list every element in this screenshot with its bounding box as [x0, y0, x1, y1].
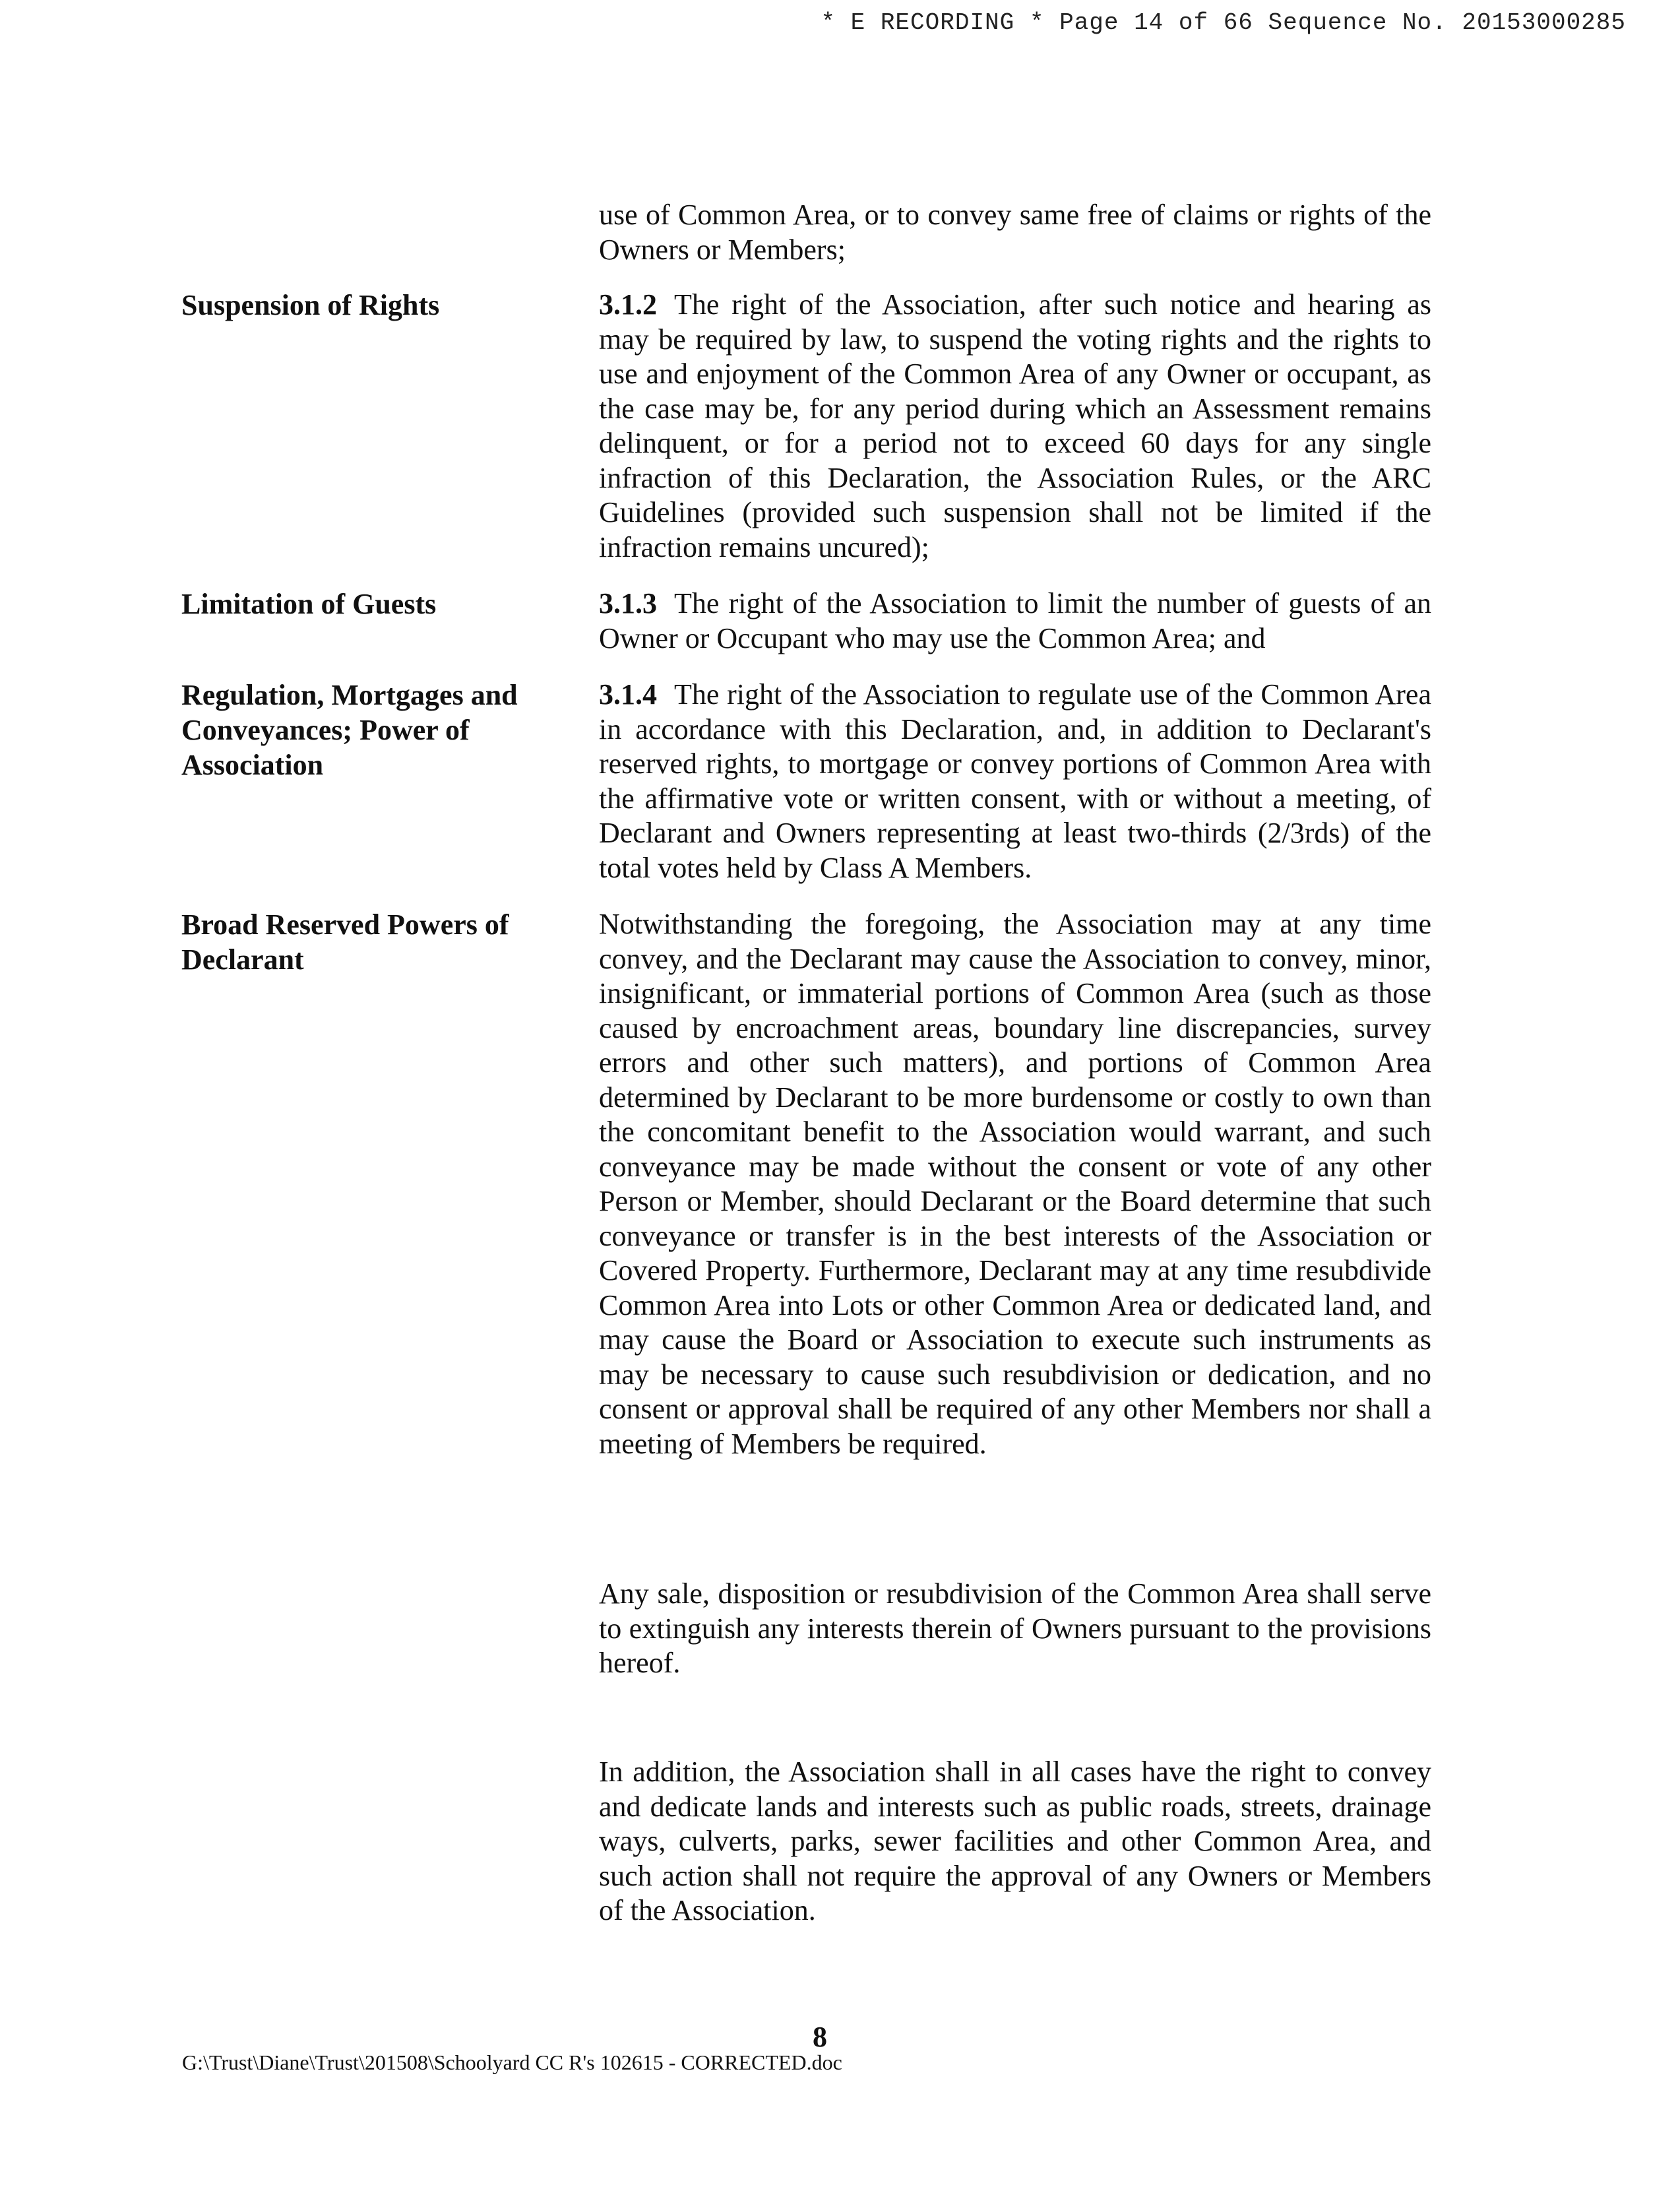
section-number: 3.1.4 — [599, 678, 657, 711]
section-side-heading: Limitation of Guests — [181, 588, 437, 620]
section-side-heading: Suspension of Rights — [181, 289, 440, 321]
section-text: The right of the Association to regulate use of the Common Area in accordance with this Declaration, and, in addition to Declarant's reserved rights, to mortgage or convey portions of Common Area with the affirmative vote or written consent, with or without a meeting, of Declarant and Owners representing at least two-thirds (2/3rds) of the total votes held by Class A Members. — [599, 678, 1431, 884]
section-number: 3.1.3 — [599, 587, 657, 619]
section-body: use of Common Area, or to convey same free of claims or rights of the Owners or Members; — [599, 199, 1431, 266]
section-number: 3.1.2 — [599, 288, 657, 321]
section-body: Any sale, disposition or resubdivision of the Common Area shall serve to extinguish any interests therein of Owners pursuant to the provisions hereof. — [599, 1577, 1431, 1679]
page-number: 8 — [813, 2021, 827, 2053]
section-text: The right of the Association to limit the number of guests of an Owner or Occupant who may use the Common Area; and — [599, 587, 1431, 654]
section-body — [599, 678, 1431, 885]
section-text: The right of the Association, after such notice and hearing as may be required by law, to suspend the voting rights and the rights to use and enjoyment of the Common Area of any Owner or occupant, as the case may be, for any period during which an Assessment remains delinquent, or for a period not to exceed 60 days for any single infraction of this Declaration, the Association Rules, or the ARC Guidelines (provided such suspension shall not be limited if the infraction remains uncured); — [599, 288, 1431, 563]
footer-file-path: G:\Trust\Diane\Trust\201508\Schoolyard CC R's 102615 - CORRECTED.doc — [182, 2050, 842, 2074]
section-body — [599, 288, 1431, 565]
section-side-heading: Broad Reserved Powers of Declarant — [181, 908, 509, 976]
section-body: In addition, the Association shall in all cases have the right to convey and dedicate lands and interests such as public roads, streets, drainage ways, culverts, parks, sewer facilities and other Common Area, and such action shall not require the approval of any Owners or Members of the Association. — [599, 1756, 1431, 1926]
section-side-heading: Regulation, Mortgages and Conveyances; Power of Association — [181, 679, 518, 781]
section-body — [599, 586, 1431, 656]
section-body: Notwithstanding the foregoing, the Association may at any time convey, and the Declarant may cause the Association to convey, minor, insignificant, or immaterial portions of Common Area (such as those caused by encroachment areas, boundary line discrepancies, survey errors and other such matters), and portions of Common Area determined by Declarant to be more burdensome or costly to own than the concomitant benefit to the Association would warrant, and such conveyance may be made without the consent or vote of any other Person or Member, should Declarant or the Board determine that such conveyance or transfer is in the best interests of the Association or Covered Property. Furthermore, Declarant may at any time resubdivide Common Area into Lots or other Common Area or dedicated land, and may cause the Board or Association to execute such instruments as may be necessary to cause such resubdivision or dedication, and no consent or approval shall be required of any other Members nor shall a meeting of Members be required. — [599, 908, 1431, 1460]
recording-header: * E RECORDING * Page 14 of 66 Sequence No. 20153000285 — [821, 9, 1626, 36]
